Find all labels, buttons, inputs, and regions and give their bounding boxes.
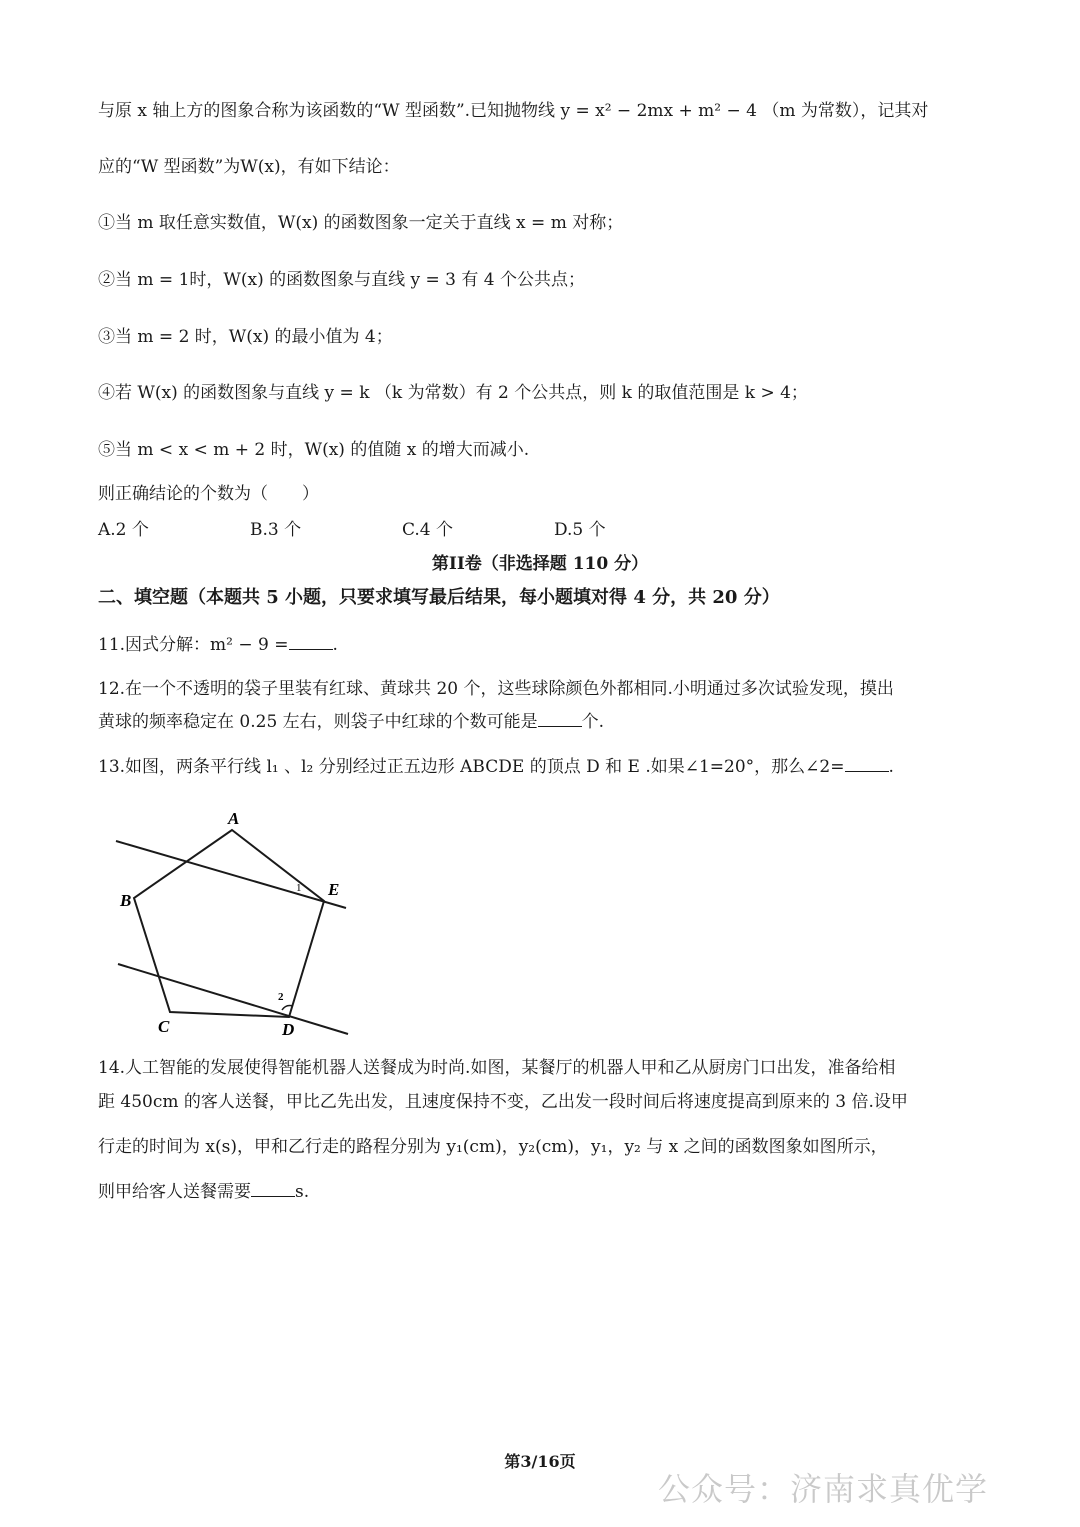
q11-text: 11.因式分解：m² − 9 =	[98, 635, 289, 655]
option-a: A.2 个	[98, 520, 149, 540]
q14-line2: 距 450cm 的客人送餐，甲比乙先出发，且速度保持不变，乙出发一段时间后将速度提高到原来的 3 倍.设甲	[98, 1092, 908, 1112]
section-title: 第II卷（非选择题 110 分）	[431, 554, 649, 574]
q10-line2: 应的“W 型函数”为W(x)，有如下结论：	[98, 157, 400, 177]
label-b: B	[120, 891, 132, 910]
q12-line2-text: 黄球的频率稳定在 0.25 左右，则袋子中红球的个数可能是	[98, 712, 538, 732]
q10-line1: 与原 x 轴上方的图象合称为该函数的“W 型函数”.已知抛物线 y = x² − 2mx + m² − 4 （m 为常数），记其对	[98, 101, 929, 121]
label-a: A	[228, 809, 240, 828]
watermark: 公众号：济南求真优学	[658, 1470, 989, 1508]
line-l2	[118, 964, 348, 1034]
q10-conclusion-2: ②当 m = 1时，W(x) 的函数图象与直线 y = 3 有 4 个公共点；	[98, 270, 586, 290]
q10-question: 则正确结论的个数为（ ）	[98, 484, 319, 504]
label-d: D	[282, 1020, 295, 1038]
option-d: D.5 个	[554, 520, 606, 540]
line-l1	[116, 841, 346, 908]
q12-line2	[98, 710, 604, 734]
pentagon-abcde	[134, 830, 324, 1017]
angle-1-label: 1	[296, 882, 302, 894]
q14-line4	[98, 1180, 309, 1204]
q10-conclusion-1: ①当 m 取任意实数值，W(x) 的函数图象一定关于直线 x = m 对称；	[98, 213, 624, 233]
q12-line2-end: 个.	[581, 712, 605, 732]
q10-conclusion-3: ③当 m = 2 时，W(x) 的最小值为 4；	[98, 327, 393, 347]
q12-line1: 12.在一个不透明的袋子里装有红球、黄球共 20 个，这些球除颜色外都相同.小明通过多次试验发现，摸出	[98, 679, 894, 699]
page-number: 第3/16页	[504, 1452, 576, 1471]
q13-end: .	[888, 757, 894, 777]
q10-conclusion-5: ⑤当 m < x < m + 2 时，W(x) 的值随 x 的增大而减小.	[98, 440, 530, 460]
q13	[98, 755, 894, 779]
angle-2-label: 2	[278, 991, 284, 1003]
q14-line4-text: 则甲给客人送餐需要	[98, 1182, 251, 1202]
label-e: E	[328, 880, 340, 899]
q14-line4-end: s.	[295, 1182, 310, 1202]
q11-end: .	[332, 635, 338, 655]
section-heading: 二、填空题（本题共 5 小题，只要求填写最后结果，每小题填对得 4 分，共 20 分）	[98, 587, 780, 608]
option-b: B.3 个	[250, 520, 302, 540]
pentagon-figure	[110, 808, 360, 1038]
q10-conclusion-4: ④若 W(x) 的函数图象与直线 y = k （k 为常数）有 2 个公共点，则 k 的取值范围是 k > 4；	[98, 383, 808, 403]
q14-line1: 14.人工智能的发展使得智能机器人送餐成为时尚.如图，某餐厅的机器人甲和乙从厨房门口出发，准备给相	[98, 1058, 896, 1078]
q11-answer-blank	[289, 633, 333, 650]
q11	[98, 633, 338, 657]
q13-answer-blank	[845, 755, 889, 772]
option-c: C.4 个	[402, 520, 454, 540]
q12-answer-blank	[538, 710, 582, 727]
label-c: C	[158, 1017, 170, 1036]
q14-answer-blank	[251, 1180, 295, 1197]
q14-line3: 行走的时间为 x(s)，甲和乙行走的路程分别为 y₁(cm)，y₂(cm)，y₁，y₂ 与 x 之间的函数图象如图所示，	[98, 1137, 888, 1157]
q13-text: 13.如图，两条平行线 l₁ 、l₂ 分别经过正五边形 ABCDE 的顶点 D 和 E .如果∠1=20°，那么∠2=	[98, 757, 845, 777]
